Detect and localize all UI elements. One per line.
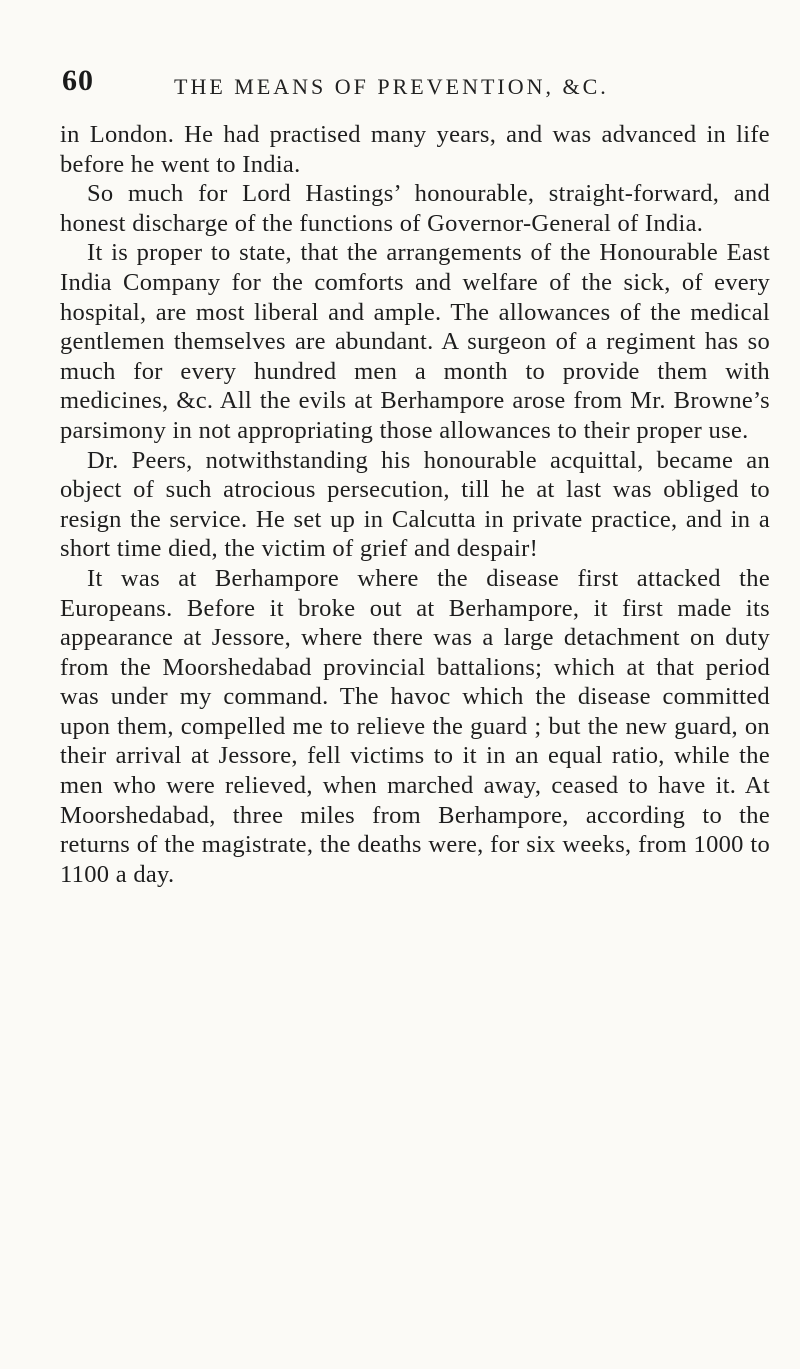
page-number: 60	[62, 64, 94, 97]
page-header	[62, 64, 712, 108]
paragraph-continuation: in London. He had practised many years, and was advanced in life before he went to India.	[60, 121, 770, 178]
paragraph-east-india-company: It is proper to state, that the arrangements of the Honourable East India Company for the comforts and welfare of the sick, of every hospital, are most liberal and ample. The allowances of the medical gentlemen themselves are abundant. A surgeon of a regiment has so much for every hundred men a month to provide them with medicines, &c. All the evils at Berhampore arose from Mr. Browne’s parsimony in not appropriating those allowances to their proper use.	[60, 239, 770, 444]
paragraph-dr-peers: Dr. Peers, notwithstanding his honourable acquittal, became an object of such atrocious persecution, till he at last was obliged to resign the service. He set up in Calcutta in private practice, and in a short time died, the victim of grief and despair!	[60, 446, 770, 563]
body-text	[60, 120, 770, 889]
running-head: THE MEANS OF PREVENTION, &C.	[174, 74, 609, 99]
paragraph-lord-hastings: So much for Lord Hastings’ honourable, straight-forward, and honest discharge of the functions of Governor-General of India.	[60, 180, 770, 237]
paragraph-berhampore: It was at Berhampore where the disease first attacked the Europeans. Before it broke out at Berhampore, it first made its appearance at Jessore, where there was a large detachment on duty from the Moorshedabad provincial battalions; which at that period was under my command. The havoc which the disease committed upon them, compelled me to relieve the guard ; but the new guard, on their arrival at Jessore, fell victims to it in an equal ratio, while the men who were relieved, when marched away, ceased to have it. At Moorshedabad, three miles from Berhampore, according to the returns of the magistrate, the deaths were, for six weeks, from 1000 to 1100 a day.	[60, 564, 770, 888]
